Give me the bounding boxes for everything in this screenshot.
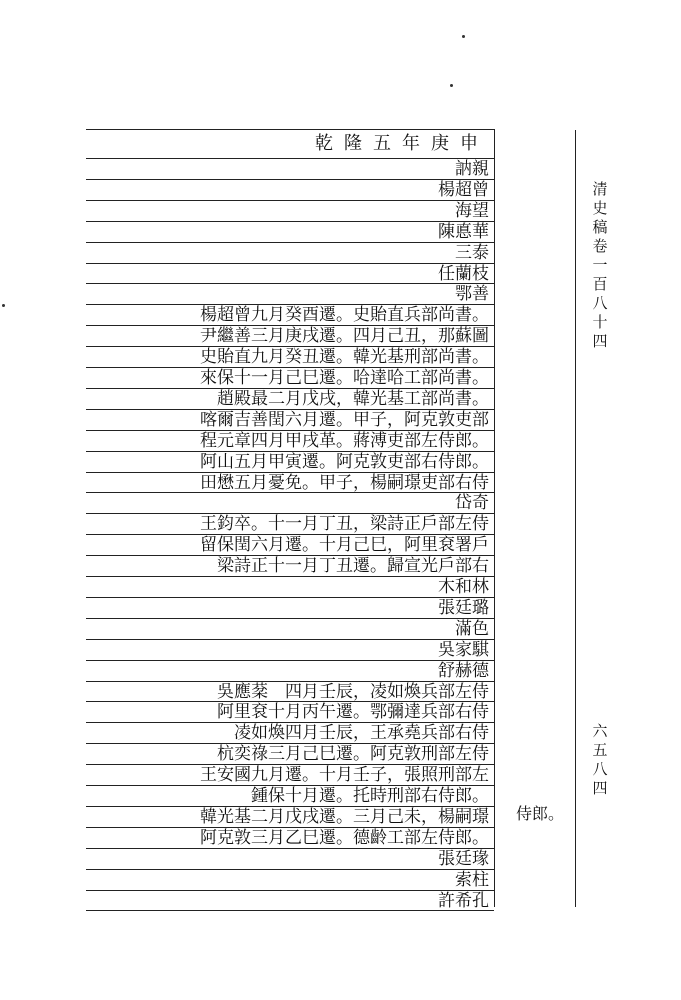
table-row: 任蘭枝 xyxy=(438,264,489,284)
table-row: 陳悳華 xyxy=(438,222,489,242)
table-row: 阿里袞十月丙午遷。鄂彌達兵部右侍 xyxy=(217,702,489,722)
table-row: 鍾保十月遷。托時刑部右侍郎。 xyxy=(251,786,489,806)
table-row: 張廷璐 xyxy=(438,598,489,618)
table-row: 尹繼善三月庚戌遷。四月己丑，那蘇圖 xyxy=(200,326,489,346)
table-row: 王安國九月遷。十月壬子，張照刑部左 xyxy=(200,765,489,785)
table-bottom-rule xyxy=(86,910,494,911)
table-row: 吳應棻 四月壬辰，凌如煥兵部左侍 xyxy=(217,682,489,702)
table-row: 岱奇 xyxy=(455,493,489,513)
table-row: 三泰 xyxy=(455,243,489,263)
table-right-rule xyxy=(494,129,495,907)
table-row: 程元章四月甲戌革。蔣溥吏部左侍郎。 xyxy=(200,431,489,451)
table-row: 喀爾吉善閏六月遷。甲子，阿克敦吏部 xyxy=(200,410,489,430)
table-row: 楊超曾 xyxy=(438,180,489,200)
table-row: 史貽直九月癸丑遷。韓光基刑部尚書。 xyxy=(200,347,489,367)
table-row: 索柱 xyxy=(455,870,489,890)
table-row: 王鈞卒。十一月丁丑，梁詩正戶部左侍 xyxy=(200,514,489,534)
continuation-note: 侍郎。 xyxy=(516,804,565,823)
table-top-rule xyxy=(86,129,494,130)
table-row: 田懋五月憂免。甲子，楊嗣璟吏部右侍 xyxy=(200,473,489,493)
table-row: 韓光基二月戊戌遷。三月己未，楊嗣璟 xyxy=(200,807,489,827)
table-row: 鄂善 xyxy=(455,284,489,304)
table-row: 留保閏六月遷。十月己巳，阿里袞署戶 xyxy=(200,535,489,555)
table-row: 吳家騏 xyxy=(438,640,489,660)
table-far-right-rule xyxy=(575,130,576,907)
table-row: 杭奕祿三月己巳遷。阿克敦刑部左侍 xyxy=(217,744,489,764)
scan-speck xyxy=(450,84,453,87)
table-row: 舒赫德 xyxy=(438,661,489,681)
scan-speck xyxy=(462,35,465,38)
table-row: 木和林 xyxy=(438,577,489,597)
year-heading: 乾隆五年庚申 xyxy=(315,133,489,154)
table-row: 滿色 xyxy=(455,619,489,639)
table-row: 海望 xyxy=(455,201,489,221)
table-row: 張廷瑑 xyxy=(438,849,489,869)
page-number: 六五八四 xyxy=(592,722,608,797)
table-row: 趙殿最二月戊戌，韓光基工部尚書。 xyxy=(217,389,489,409)
book-title: 清史稿卷一百八十四 xyxy=(592,180,608,350)
table-row: 許希孔 xyxy=(438,891,489,911)
scan-speck xyxy=(2,304,5,307)
table-row: 梁詩正十一月丁丑遷。歸宣光戶部右 xyxy=(217,556,489,576)
table-row: 阿山五月甲寅遷。阿克敦吏部右侍郎。 xyxy=(200,452,489,472)
table-row: 來保十一月己巳遷。哈達哈工部尚書。 xyxy=(200,368,489,388)
table-row: 訥親 xyxy=(455,159,489,179)
table-row: 凌如煥四月壬辰，王承堯兵部右侍 xyxy=(234,723,489,743)
table-row: 阿克敦三月乙巳遷。德齡工部左侍郎。 xyxy=(200,828,489,848)
table-row: 楊超曾九月癸酉遷。史貽直兵部尚書。 xyxy=(200,305,489,325)
